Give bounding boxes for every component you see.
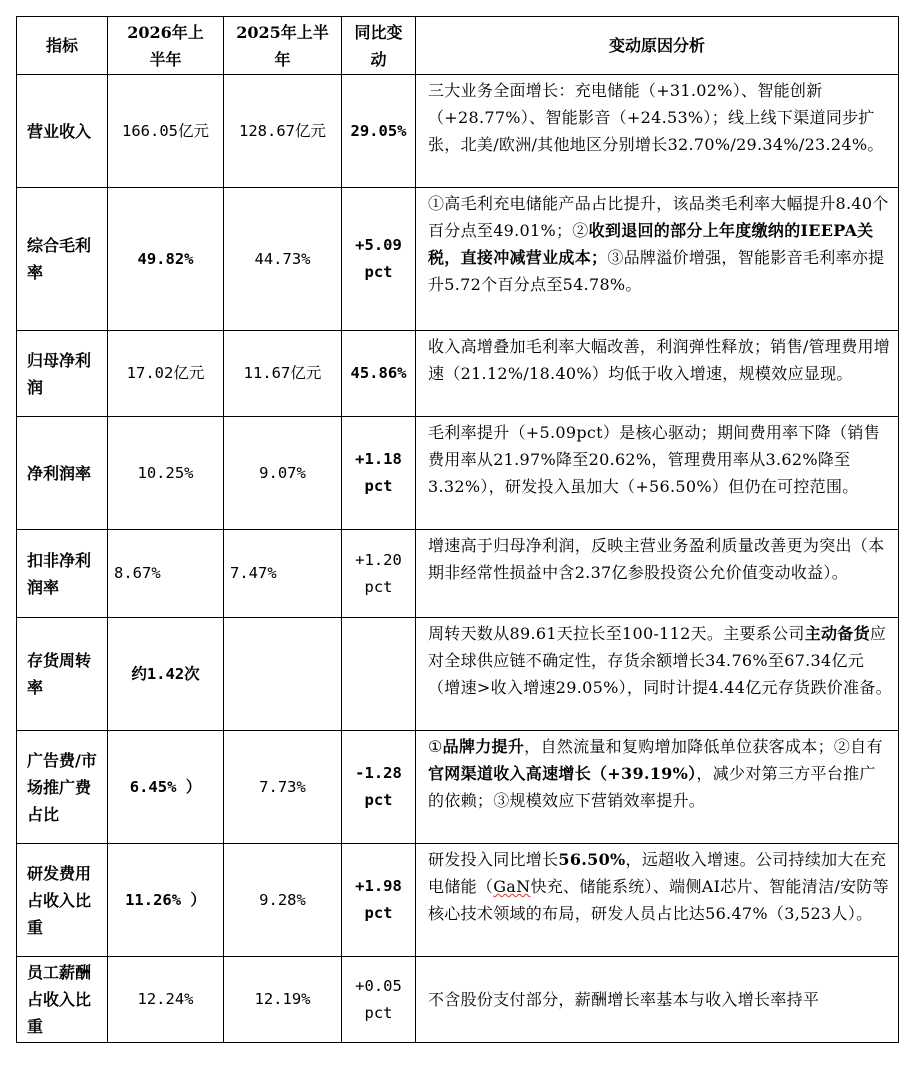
yoy-change xyxy=(342,618,416,731)
table-row xyxy=(17,618,899,731)
table-row xyxy=(17,957,899,1043)
value-2025: 11.67亿元 xyxy=(224,331,342,417)
reason-part-bold: 官网渠道收入高速增长（+39.19%） xyxy=(428,764,697,783)
yoy-change: +1.98 pct xyxy=(342,844,416,957)
row-label: 广告费/市场推广费占比 xyxy=(17,731,108,844)
row-label: 员工薪酬占收入比重 xyxy=(17,957,108,1043)
reason-part-bold: 56.50% xyxy=(558,850,626,869)
reason-part: 研发投入同比增长 xyxy=(428,850,559,869)
yoy-change: +0.05 pct xyxy=(342,957,416,1043)
reason-text xyxy=(416,331,899,417)
yoy-change: +5.09 pct xyxy=(342,188,416,331)
table-row xyxy=(17,188,899,331)
reason-part: ，自然流量和复购增加降低单位获客成本；②自有 xyxy=(524,737,883,756)
row-label: 扣非净利润率 xyxy=(17,530,108,618)
value-2025: 7.47% xyxy=(224,530,342,618)
header-2026: 2026年上半年 xyxy=(108,17,224,75)
reason-text xyxy=(416,530,899,618)
reason-part: ①高毛利充电储能产品占比提升，该品类毛利率大幅提升8.40个百分点至49.01%；② xyxy=(428,194,889,240)
row-label: 综合毛利率 xyxy=(17,188,108,331)
header-row xyxy=(17,17,899,75)
reason-part: 三大业务全面增长：充电储能（+31.02%）、智能创新（+28.77%）、智能影音（+24.53%）；线上线下渠道同步扩张，北美/欧洲/其他地区分别增长32.70%/29.34%/23.24%。 xyxy=(428,81,884,154)
reason-part-bold: 主动备货 xyxy=(804,624,870,643)
reason-part: 不含股份支付部分，薪酬增长率基本与收入增长率持平 xyxy=(428,990,820,1009)
value-2026: 166.05亿元 xyxy=(108,75,224,188)
reason-text xyxy=(416,957,899,1043)
header-2025: 2025年上半年 xyxy=(224,17,342,75)
header-yoy: 同比变动 xyxy=(342,17,416,75)
reason-part-bold: 品牌力提升 xyxy=(442,737,525,756)
reason-part: ① xyxy=(428,737,443,756)
reason-part: ，远超收入增速。公司持续加大在充电储能（ xyxy=(428,850,887,896)
yoy-change: +1.18 pct xyxy=(342,417,416,530)
yoy-change: 45.86% xyxy=(342,331,416,417)
value-2026: 17.02亿元 xyxy=(108,331,224,417)
reason-text xyxy=(416,731,899,844)
table-row xyxy=(17,844,899,957)
value-2026: 6.45% ） xyxy=(108,731,224,844)
value-2026: 10.25% xyxy=(108,417,224,530)
value-2026: 约1.42次 xyxy=(108,618,224,731)
reason-part: 收入高增叠加毛利率大幅改善，利润弹性释放；销售/管理费用增速（21.12%/18.40%）均低于收入增速，规模效应显现。 xyxy=(428,337,891,383)
table-row xyxy=(17,331,899,417)
reason-text xyxy=(416,618,899,731)
reason-part: 增速高于归母净利润，反映主营业务盈利质量改善更为突出（本期非经常性损益中含2.37亿参股投资公允价值变动收益）。 xyxy=(428,536,885,582)
value-2026: 49.82% xyxy=(108,188,224,331)
value-2025: 44.73% xyxy=(224,188,342,331)
row-label: 归母净利润 xyxy=(17,331,108,417)
reason-part: 应对全球供应链不确定性，存货余额增长34.76%至67.34亿元（增速>收入增速29.05%），同时计提4.44亿元存货跌价准备。 xyxy=(428,624,892,697)
yoy-change: -1.28 pct xyxy=(342,731,416,844)
header-reason: 变动原因分析 xyxy=(416,17,899,75)
value-2025: 7.73% xyxy=(224,731,342,844)
value-2025: 12.19% xyxy=(224,957,342,1043)
value-2025: 128.67亿元 xyxy=(224,75,342,188)
reason-text xyxy=(416,188,899,331)
row-label: 研发费用占收入比重 xyxy=(17,844,108,957)
value-2026: 11.26% ） xyxy=(108,844,224,957)
value-2026: 12.24% xyxy=(108,957,224,1043)
reason-text xyxy=(416,417,899,530)
table-row xyxy=(17,731,899,844)
header-indicator: 指标 xyxy=(17,17,108,75)
table-row xyxy=(17,75,899,188)
row-label: 存货周转率 xyxy=(17,618,108,731)
reason-text xyxy=(416,844,899,957)
reason-part: 毛利率提升（+5.09pct）是核心驱动；期间费用率下降（销售费用率从21.97%降至20.62%，管理费用率从3.62%降至3.32%），研发投入虽加大（+56.50%）但仍在可控范围。 xyxy=(428,423,880,496)
reason-part: ③品牌溢价增强，智能影音毛利率亦提升5.72个百分点至54.78%。 xyxy=(428,248,885,294)
table-row xyxy=(17,530,899,618)
reason-text xyxy=(416,75,899,188)
financial-indicator-table xyxy=(16,16,899,1043)
value-2025: 9.07% xyxy=(224,417,342,530)
reason-part: 周转天数从89.61天拉长至100-112天。主要系公司 xyxy=(428,624,805,643)
reason-part: ，减少对第三方平台推广的依赖；③规模效应下营销效率提升。 xyxy=(428,764,876,810)
reason-part-bold: 收到退回的部分上年度缴纳的IEEPA关税，直接冲减营业成本； xyxy=(428,221,874,267)
value-2025 xyxy=(224,618,342,731)
row-label: 净利润率 xyxy=(17,417,108,530)
yoy-change: +1.20 pct xyxy=(342,530,416,618)
yoy-change: 29.05% xyxy=(342,75,416,188)
value-2025: 9.28% xyxy=(224,844,342,957)
value-2026: 8.67% xyxy=(108,530,224,618)
reason-part: 快充、储能系统）、端侧AI芯片、智能清洁/安防等核心技术领域的布局，研发人员占比达56.47%（3,523人）。 xyxy=(428,877,889,923)
reason-part-underlined: GaN xyxy=(493,877,531,896)
row-label: 营业收入 xyxy=(17,75,108,188)
table-row xyxy=(17,417,899,530)
